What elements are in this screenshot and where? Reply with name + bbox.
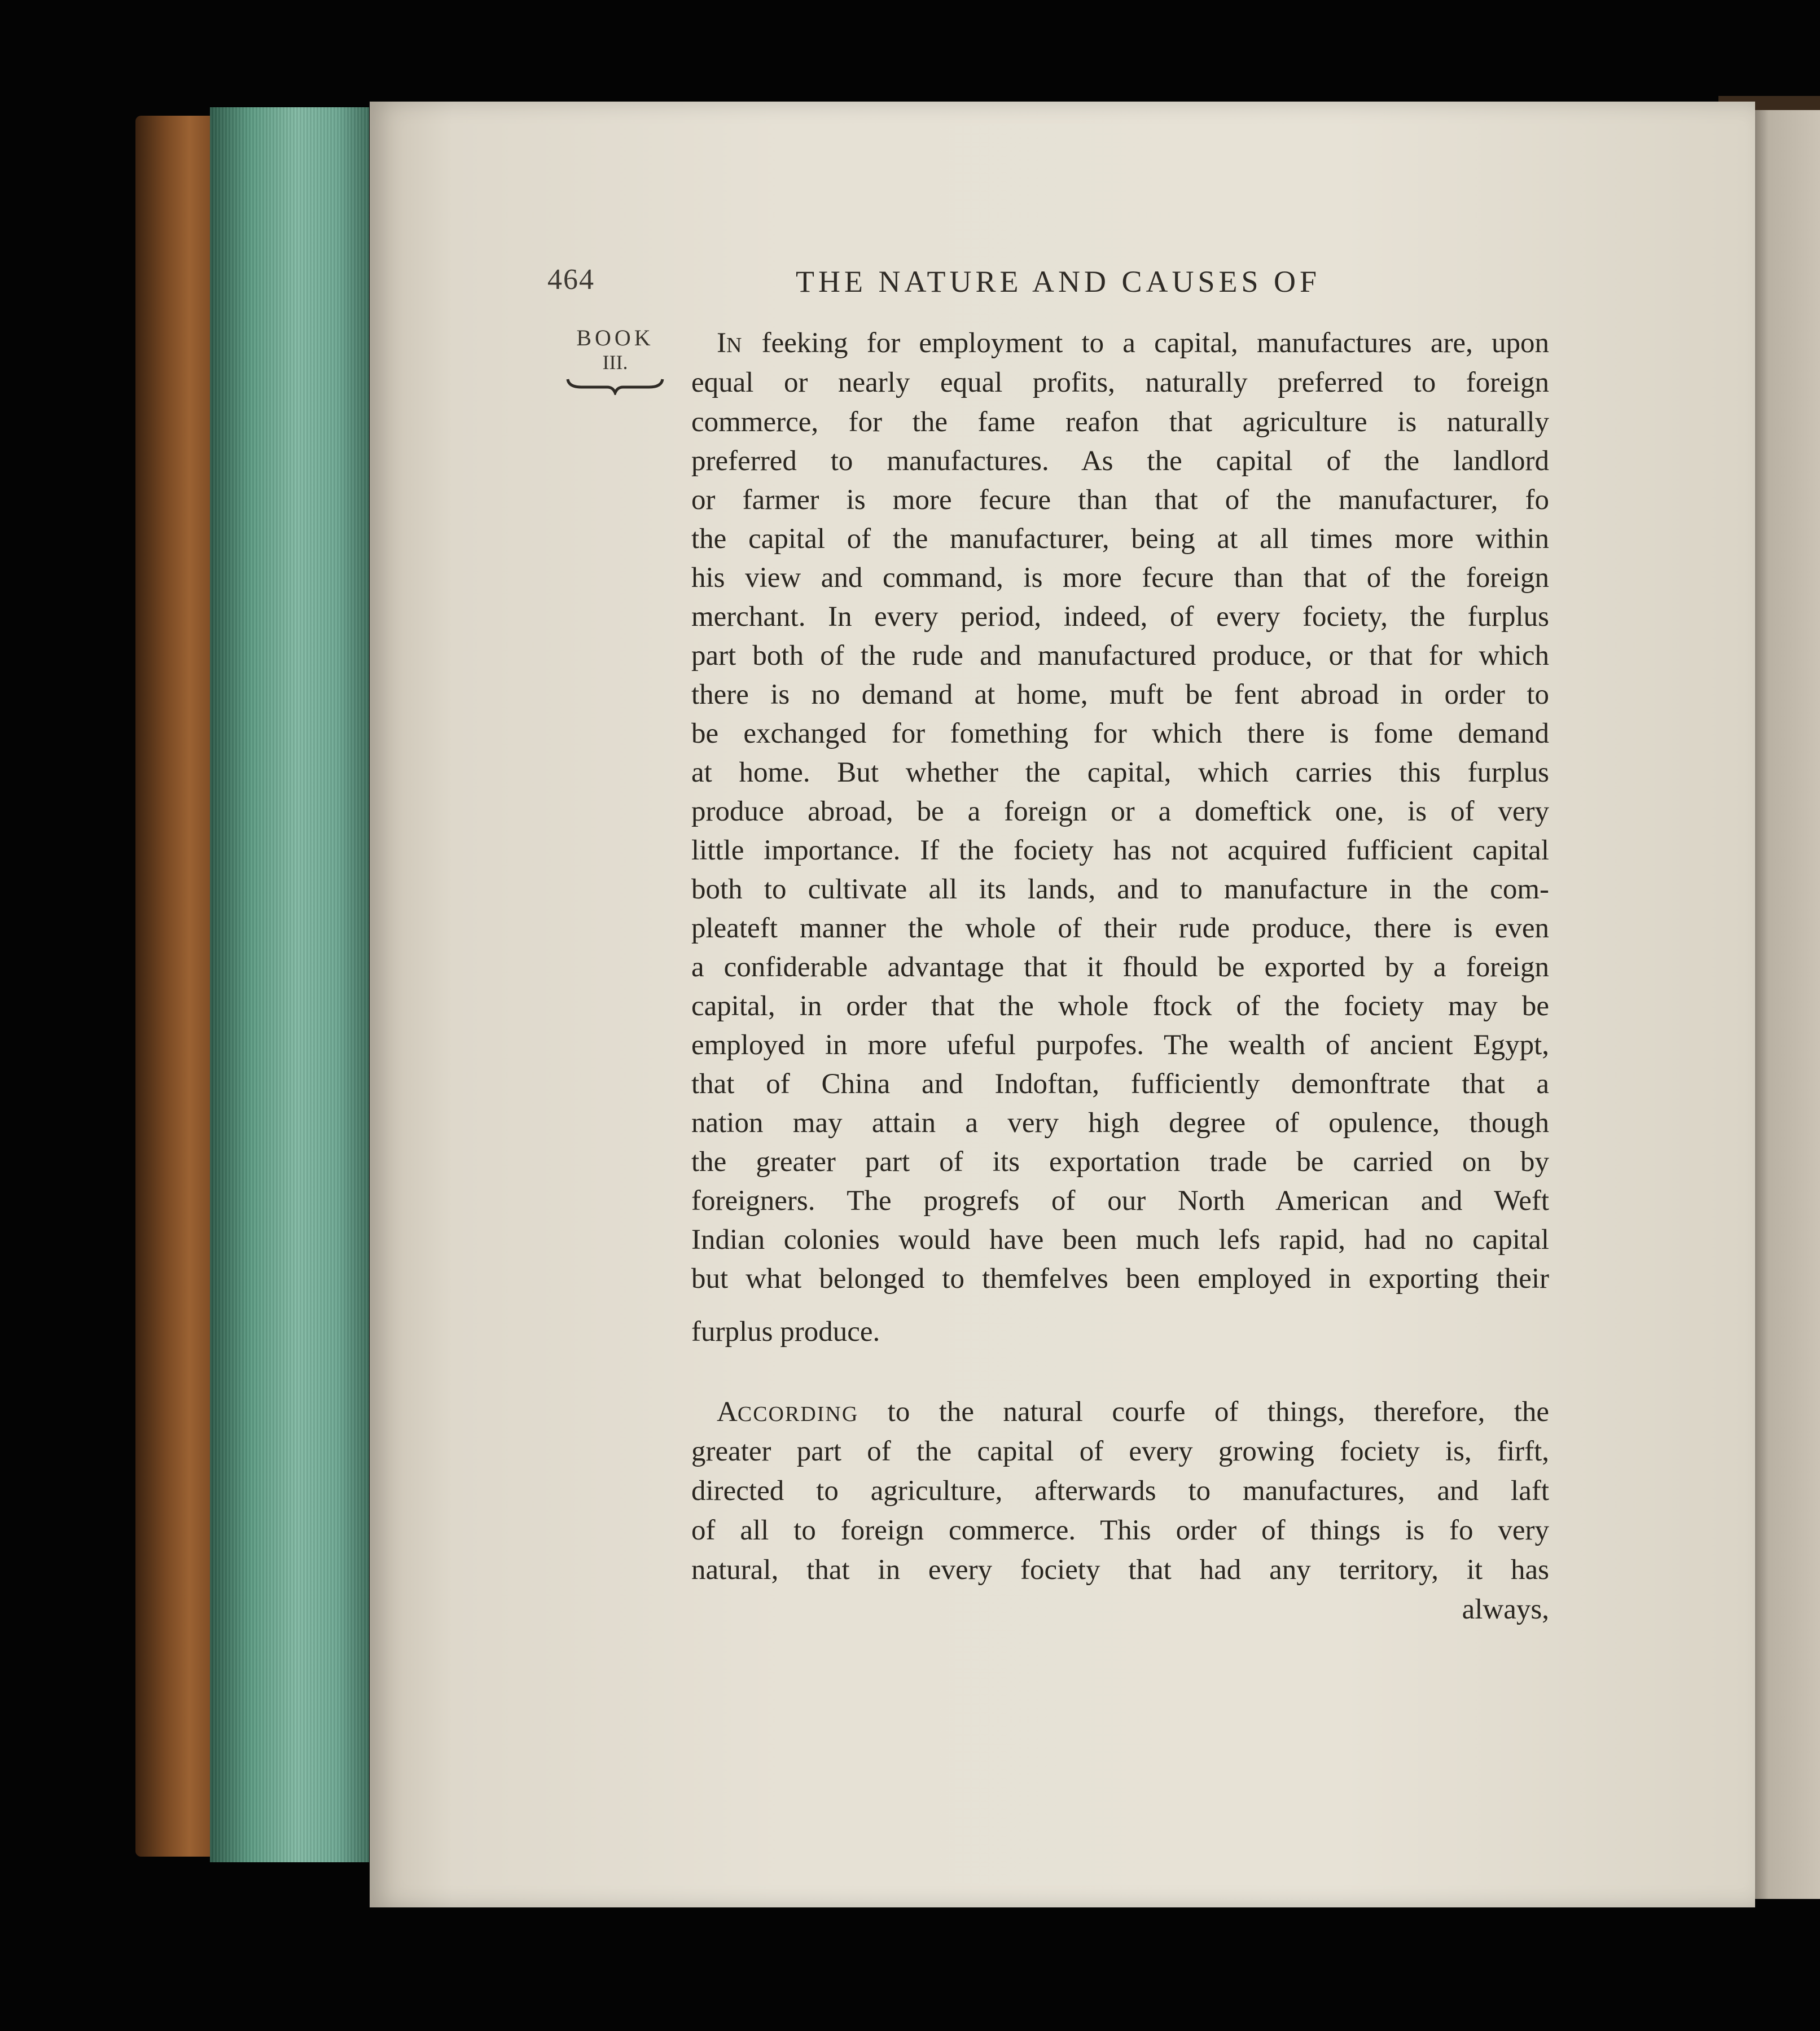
catchword: always, — [1462, 1594, 1549, 1625]
text-line: be exchanged for fomething for which there is fome demand — [691, 718, 1549, 749]
page-number: 464 — [547, 264, 595, 296]
running-head — [0, 263, 1820, 302]
text-line: nation may attain a very high degree of opulence, though — [691, 1107, 1549, 1139]
p2-first-line-text: to the natural courfe of things, therefore, the — [887, 1396, 1549, 1428]
text-line: a confiderable advantage that it fhould be exported by a foreign — [691, 951, 1549, 983]
paragraph-1-line-1 — [717, 324, 1549, 362]
text-line: preferred to manufactures. As the capital of the landlord — [691, 445, 1549, 477]
p1-drop-letter: I — [717, 327, 726, 359]
text-line: of all to foreign commerce. This order of things is fo very — [691, 1515, 1549, 1546]
text-line: there is no demand at home, muft be fent abroad in order to — [691, 679, 1549, 710]
page-edges — [210, 107, 369, 1862]
text-line: that of China and Indoftan, fufficiently demonftrate that a — [691, 1068, 1549, 1100]
margin-note — [564, 325, 666, 374]
text-line: equal or nearly equal profits, naturally preferred to foreign — [691, 367, 1549, 398]
text-line: directed to agriculture, afterwards to manufactures, and laft — [691, 1475, 1549, 1507]
text-line: Indian colonies would have been much lefs rapid, had no capital — [691, 1224, 1549, 1256]
text-line: both to cultivate all its lands, and to manufacture in the com- — [691, 874, 1549, 905]
text-line: foreigners. The progrefs of our North American and Weft — [691, 1185, 1549, 1217]
text-line: at home. But whether the capital, which carries this furplus — [691, 757, 1549, 788]
p1-first-line-text: feeking for employment to a capital, manufactures are, upon — [761, 327, 1549, 359]
text-line: pleateft manner the whole of their rude produce, there is even — [691, 913, 1549, 944]
p2-drop-letter: A — [717, 1396, 738, 1428]
curly-brace-icon — [564, 372, 666, 395]
text-line: little importance. If the fociety has not acquired fufficient capital — [691, 835, 1549, 866]
paragraph-2-line-1 — [717, 1393, 1549, 1431]
text-line: furplus produce. — [691, 1316, 880, 1348]
text-line: but what belonged to themfelves been employed in exporting their — [691, 1263, 1549, 1295]
text-line: produce abroad, be a foreign or a domeftick one, is of very — [691, 796, 1549, 827]
text-line: or farmer is more fecure than that of the manufacturer, fo — [691, 484, 1549, 516]
text-line: the capital of the manufacturer, being at all times more within — [691, 523, 1549, 555]
text-line: his view and command, is more fecure than that of the foreign — [691, 562, 1549, 594]
text-line: commerce, for the fame reafon that agriculture is naturally — [691, 406, 1549, 438]
text-line: the greater part of its exportation trade be carried on by — [691, 1146, 1549, 1178]
text-line: capital, in order that the whole ftock of the fociety may be — [691, 990, 1549, 1022]
p2-small-caps: CCORDING — [737, 1402, 859, 1426]
text-line: greater part of the capital of every growing fociety is, firft, — [691, 1436, 1549, 1467]
margin-book-label: BOOK — [576, 325, 654, 350]
text-line: part both of the rude and manufactured produce, or that for which — [691, 640, 1549, 672]
p1-small-caps: N — [726, 334, 743, 357]
right-page-sliver — [1747, 110, 1820, 1899]
text-line: natural, that in every fociety that had any territory, it has — [691, 1554, 1549, 1586]
text-line: merchant. In every period, indeed, of every fociety, the furplus — [691, 601, 1549, 633]
margin-book-number: III. — [602, 351, 628, 374]
running-title: THE NATURE AND CAUSES OF — [796, 265, 1321, 299]
text-line: employed in more ufeful purpofes. The wealth of ancient Egypt, — [691, 1029, 1549, 1061]
